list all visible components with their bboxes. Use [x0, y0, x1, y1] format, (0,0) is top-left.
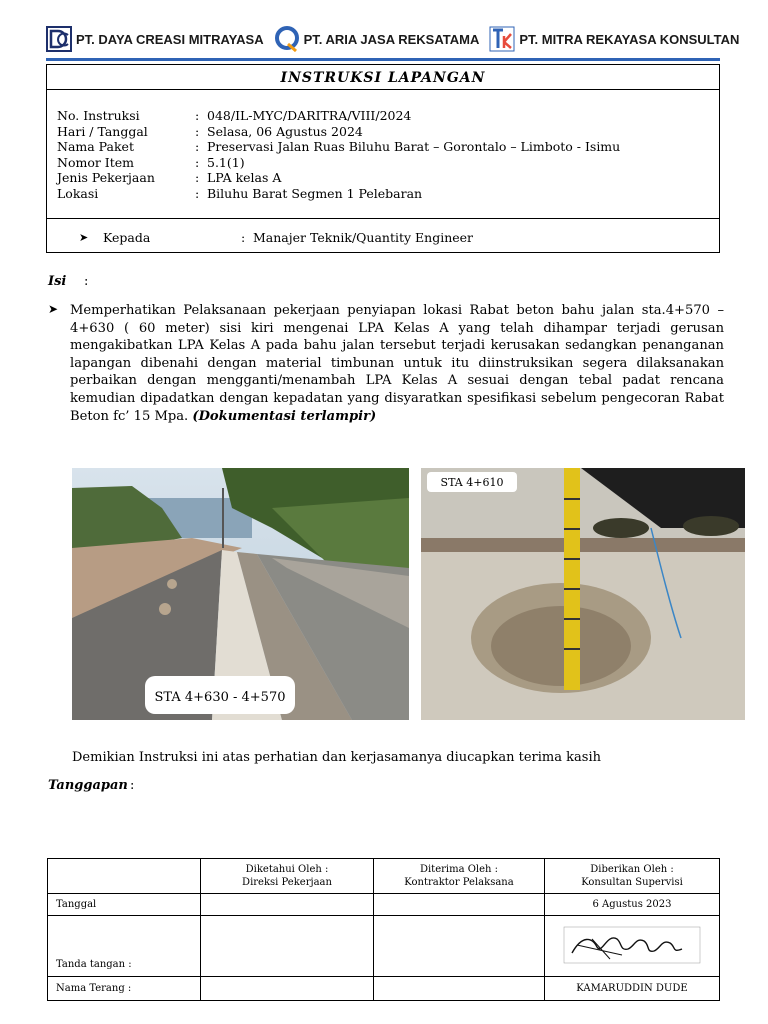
field-row — [57, 124, 719, 140]
signature-column-header — [201, 859, 374, 894]
company-name: PT. DAYA CREASI MITRAYASA — [76, 31, 264, 47]
empty-cell — [374, 894, 545, 916]
aria-logo-icon — [274, 26, 300, 52]
field-value: Biluhu Barat Segmen 1 Pelebaran — [207, 185, 423, 201]
letterhead — [46, 20, 740, 58]
field-colon: : — [195, 170, 200, 186]
signature-column-header — [374, 859, 545, 894]
isi-label: Isi — [48, 274, 67, 289]
instruction-text: Memperhatikan Pelaksanaan pekerjaan penyiapan lokasi Rabat beton bahu jalan sta.4+570 – 4+630 ( 60 meter) sisi kiri mengenai LPA Kelas A yang telah dihampar terjadi gerusan mengakibatkan LPA Kelas A pada bahu jalan tersebut terjadi kerusakan sedangkan penanganan lapangan dibenahi dengan material timbunan untuk itu diinstruksikan segera dilaksanakan perbaikan dengan mengganti/menambah LPA Kelas A sesuai dengan tebal padat rencana kemudian dipadatkan dengan kepadatan yang disyaratkan spesifikasi sebelum pengecoran Rabat Beton fc’ 15 Mpa. — [70, 303, 724, 424]
row-label: Tanggal — [48, 894, 201, 916]
tanggapan-colon: : — [130, 778, 135, 793]
closing-text: Demikian Instruksi ini atas perhatian dan kerjasamanya diucapkan terima kasih — [72, 750, 601, 765]
field-row — [57, 170, 719, 186]
column-party: Direksi Pekerjaan — [242, 877, 332, 888]
photo-caption: STA 4+610 — [440, 476, 504, 489]
row-label: Tanda tangan : — [48, 916, 201, 977]
kepada-label: Kepada — [103, 230, 151, 245]
document-title: INSTRUKSI LAPANGAN — [47, 65, 719, 90]
column-party: Konsultan Supervisi — [581, 877, 683, 888]
mrk-logo-icon — [489, 26, 515, 52]
instruction-box — [46, 64, 720, 253]
empty-cell — [374, 977, 545, 1001]
arrow-bullet-icon: ➤ — [48, 302, 59, 316]
signature-header-row — [48, 859, 720, 894]
table-row — [48, 977, 720, 1001]
table-row — [48, 916, 720, 977]
field-value: 048/IL-MYC/DARITRA/VIII/2024 — [207, 108, 412, 123]
kepada-row — [79, 230, 473, 246]
company-name: PT. MITRA REKAYASA KONSULTAN — [519, 31, 740, 47]
company-aria — [274, 26, 480, 52]
supervisi-name: KAMARUDDIN DUDE — [545, 977, 720, 1001]
header-rule — [46, 58, 720, 61]
measuring-tape-icon — [564, 468, 580, 690]
row-label: Nama Terang : — [48, 977, 201, 1001]
empty-cell — [201, 894, 374, 916]
company-dc — [46, 26, 264, 52]
field-row — [57, 186, 719, 202]
field-row — [57, 108, 719, 124]
field-value: LPA kelas A — [207, 170, 282, 186]
supervisi-date: 6 Agustus 2023 — [545, 894, 720, 916]
field-value: Preservasi Jalan Ruas Biluhu Barat – Gorontalo – Limboto - Isimu — [207, 139, 621, 155]
column-role: Diterima Oleh : — [419, 864, 499, 875]
attachment-note: (Dokumentasi terlampir) — [192, 408, 377, 424]
dc-logo-icon — [46, 26, 72, 52]
kepada-value: Manajer Teknik/Quantity Engineer — [253, 230, 474, 245]
signature-cell — [545, 916, 720, 977]
isi-colon: : — [84, 274, 89, 289]
empty-cell — [201, 916, 374, 977]
field-colon: : — [195, 108, 200, 123]
handwritten-signature — [562, 925, 702, 965]
road-photo-illustration — [72, 468, 409, 720]
field-label: Hari / Tanggal — [57, 123, 148, 139]
photo-caption: STA 4+630 - 4+570 — [154, 690, 286, 705]
field-colon: : — [241, 230, 246, 245]
field-label: Jenis Pekerjaan — [57, 170, 155, 186]
arrow-bullet-icon: ➤ — [79, 231, 89, 244]
column-party: Kontraktor Pelaksana — [404, 877, 514, 888]
field-label: No. Instruksi — [57, 108, 140, 123]
table-row — [48, 894, 720, 916]
field-colon: : — [195, 154, 200, 170]
field-value: 5.1(1) — [207, 154, 245, 170]
signature-table — [47, 858, 720, 1001]
field-label: Lokasi — [57, 185, 99, 201]
field-row — [57, 155, 719, 171]
company-mrk — [489, 26, 739, 52]
column-role: Diberikan Oleh : — [590, 864, 674, 875]
field-label: Nama Paket — [57, 139, 134, 155]
field-colon: : — [195, 185, 200, 201]
signature-column-header — [545, 859, 720, 894]
field-colon: : — [195, 139, 200, 155]
column-role: Diketahui Oleh : — [245, 864, 329, 875]
empty-cell — [374, 916, 545, 977]
photo-road-shoulder — [72, 468, 409, 720]
field-value: Selasa, 06 Agustus 2024 — [207, 123, 363, 139]
field-label: Nomor Item — [57, 154, 135, 170]
company-name: PT. ARIA JASA REKSATAMA — [303, 31, 480, 47]
photo-excavation — [421, 468, 745, 720]
tanggapan-label: Tanggapan — [48, 778, 128, 793]
instruction-fields — [47, 90, 719, 202]
field-row — [57, 139, 719, 155]
instruction-body — [70, 302, 724, 425]
field-colon: : — [195, 123, 200, 139]
excavation-photo-illustration — [421, 468, 745, 720]
empty-cell — [48, 859, 201, 894]
box-divider — [47, 218, 719, 219]
empty-cell — [201, 977, 374, 1001]
